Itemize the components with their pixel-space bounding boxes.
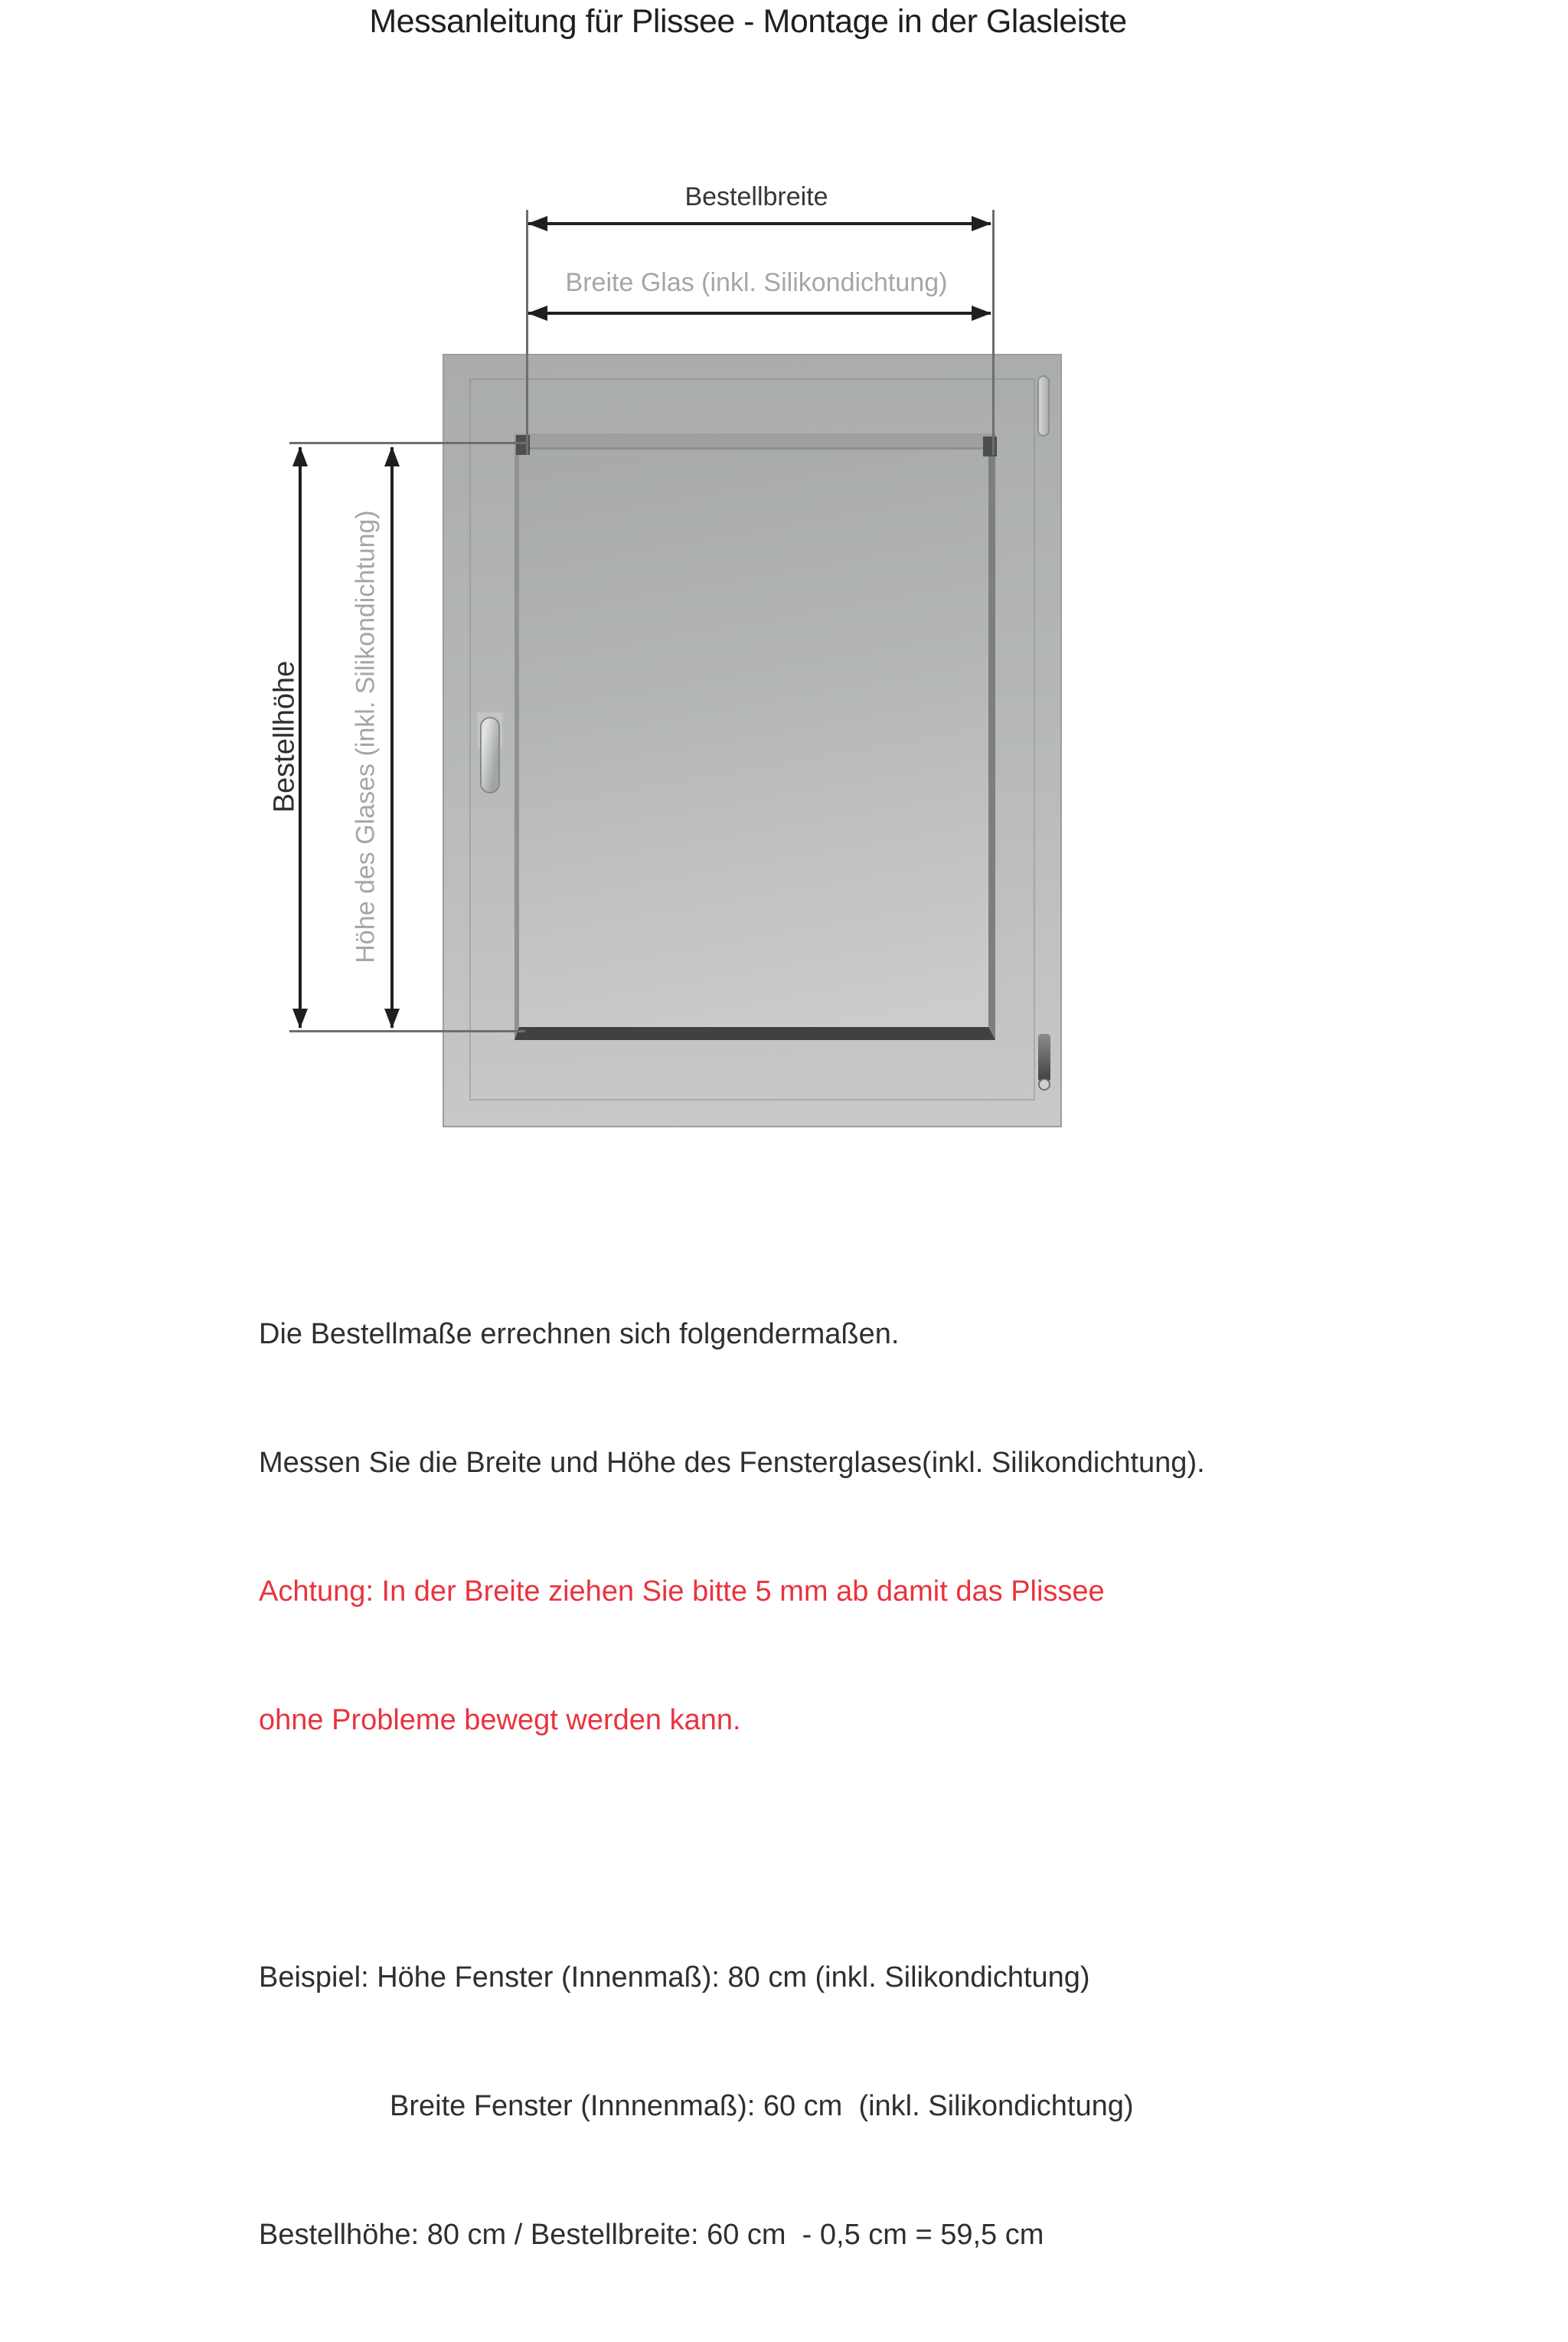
measure-arrow-breite-glas	[528, 312, 991, 315]
page-title: Messanleitung für Plissee - Montage in der Glasleiste	[369, 3, 1127, 40]
text-spacer	[259, 1827, 1407, 1870]
glazing-bead-corner-right	[983, 437, 997, 456]
example-line-2: Breite Fenster (Innnenmaß): 60 cm (inkl. Silikondichtung)	[390, 2090, 1134, 2122]
window-glass	[514, 433, 995, 1040]
window-hinge-top	[1037, 375, 1050, 437]
window-hinge-bottom-knob	[1038, 1078, 1050, 1091]
window-hinge-bottom	[1038, 1034, 1050, 1081]
example-line-3: Bestellhöhe: 80 cm / Bestellbreite: 60 cm - 0,5 cm = 59,5 cm	[259, 2219, 1044, 2251]
measure-label-bestellbreite: Bestellbreite	[684, 182, 828, 211]
instruction-line-1: Die Bestellmaße errechnen sich folgendermaßen.	[259, 1318, 900, 1350]
measure-arrow-hoehe-glas	[390, 447, 394, 1028]
example-line-1: Beispiel: Höhe Fenster (Innenmaß): 80 cm (inkl. Silikondichtung)	[259, 1961, 1090, 1994]
warning-line-1: Achtung: In der Breite ziehen Sie bitte 5 mm ab damit das Plissee	[259, 1575, 1105, 1608]
warning-line-2: ohne Probleme bewegt werden kann.	[259, 1704, 741, 1736]
extension-line-left	[526, 210, 528, 455]
instructions-block	[259, 1227, 1407, 2342]
measure-label-bestellhoehe: Bestellhöhe	[268, 660, 301, 813]
measure-arrow-bestellbreite	[528, 222, 991, 225]
measure-label-hoehe-glas: Höhe des Glases (inkl. Silikondichtung)	[351, 510, 381, 963]
window-handle	[480, 717, 500, 793]
extension-line-top	[289, 442, 528, 444]
extension-line-bottom	[289, 1030, 525, 1032]
extension-line-right	[992, 210, 995, 455]
instruction-line-2: Messen Sie die Breite und Höhe des Fensterglases(inkl. Silikondichtung).	[259, 1447, 1205, 1479]
measure-label-breite-glas: Breite Glas (inkl. Silikondichtung)	[565, 268, 948, 297]
glazing-bead-joint	[519, 447, 988, 450]
